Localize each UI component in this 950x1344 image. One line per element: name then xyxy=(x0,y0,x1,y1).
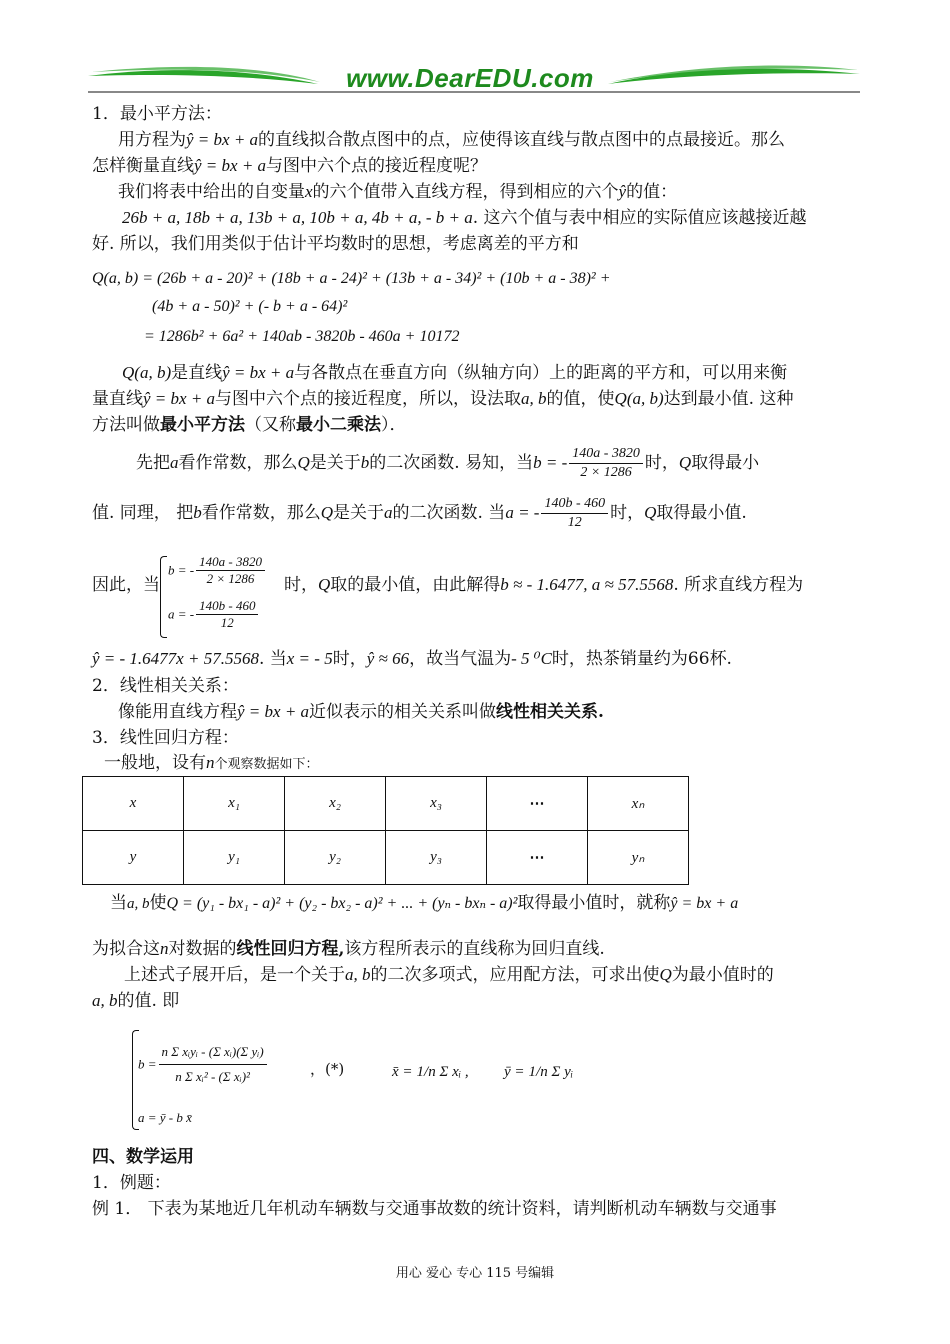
table-cell: y xyxy=(83,831,184,885)
sec1-para-2: 怎样衡量直线ŷ = bx + a与图中六个点的接近程度呢？ xyxy=(92,156,488,176)
sec1-para-4: 26b + a, 18b + a, 13b + a, 10b + a, 4b + a, - b + a. 这六个值与表中相应的实际值应该越接近越 xyxy=(122,208,807,228)
sec2-para-1: 像能用直线方程ŷ = bx + a近似表示的相关关系叫做线性相关关系. xyxy=(118,702,604,722)
table-cell: x₂ xyxy=(285,777,386,831)
sec1-para-11-rest: 时，Q取的最小值，由此解得b ≈ - 1.6477, a ≈ 57.5568. 所求直线方程为 xyxy=(284,575,804,595)
table-cell: y₁ xyxy=(184,831,285,885)
formula-ybar: ȳ = 1/n Σ yᵢ xyxy=(504,1064,574,1080)
table-cell: x xyxy=(83,777,184,831)
fraction-a: $\frac{140b - 460}{12}$ xyxy=(541,495,608,532)
table-row xyxy=(83,831,689,885)
system-eq-a: a = - $\frac{140b - 460}{12}$ xyxy=(168,598,260,631)
sec1-para-11-lead: 因此，当 xyxy=(92,575,160,595)
page-footer: 用心 爱心 专心 115 号编辑 xyxy=(395,1266,555,1281)
formula-star: ，(*) xyxy=(310,1060,345,1078)
sec4-title: 四、数学运用 xyxy=(92,1147,194,1167)
sec4-example-1: 例 1． 下表为某地近几年机动车辆数与交通事故数的统计资料，请判断机动车辆数与交通事 xyxy=(92,1199,777,1219)
sec1-para-3: 我们将表中给出的自变量x的六个值带入直线方程，得到相应的六个ŷ的值： xyxy=(118,182,678,202)
q-expansion-line-3: = 1286b² + 6a² + 140ab - 3820b - 460a + 10172 xyxy=(144,328,460,345)
sec3-para-2: 当a, b使Q = (y₁ - bx₁ - a)² + (y₂ - bx₂ - a)² + ... + (yₙ - bxₙ - a)²取得最小值时，就称ŷ = bx + a xyxy=(110,893,739,913)
sec3-para-5: a, b的值. 即 xyxy=(92,991,180,1011)
header-banner xyxy=(88,62,860,96)
table-row xyxy=(83,777,689,831)
sec1-para-1: 用方程为ŷ = bx + a的直线拟合散点图中的点，应使得该直线与散点图中的点最接近。那么 xyxy=(118,130,786,150)
sec1-title: 1．最小平方法： xyxy=(92,104,222,124)
sec1-para-9: 先把a看作常数，那么Q是关于b的二次函数. 易知，当b = - $\frac{140a - 3820}{2 \times 1286}$ 时，Q取得最小 xyxy=(136,446,760,480)
sec1-para-5: 好. 所以，我们用类似于估计平均数时的思想，考虑离差的平方和 xyxy=(92,234,579,254)
system-brace xyxy=(160,556,167,638)
table-cell: yₙ xyxy=(588,831,689,885)
sec3-title: 3．线性回归方程： xyxy=(92,728,239,748)
sec1-para-12: ŷ = - 1.6477x + 57.5568. 当x = - 5时，ŷ ≈ 66，故当气温为- 5 ⁰C时，热茶销量约为66杯. xyxy=(92,649,732,669)
table-cell: y₃ xyxy=(386,831,487,885)
table-cell: ⋯ xyxy=(487,831,588,885)
sec1-para-10: 值. 同理， 把b看作常数，那么Q是关于a的二次函数. 当a = - $\frac{140b - 460}{12}$ 时，Q取得最小值. xyxy=(92,496,747,530)
table-cell: x₁ xyxy=(184,777,285,831)
system-eq-b: b = - $\frac{140a - 3820}{2 \times 1286}$ xyxy=(168,554,267,587)
table-cell: y₂ xyxy=(285,831,386,885)
table-cell: ⋯ xyxy=(487,777,588,831)
formula-a: a = ȳ - b x̄ xyxy=(138,1110,192,1125)
sec1-para-6: Q(a, b)是直线ŷ = bx + a与各散点在垂直方向（纵轴方向）上的距离的平方和，可以用来衡 xyxy=(122,363,788,383)
q-expansion-line-2: (4b + a - 50)² + (- b + a - 64)² xyxy=(152,298,348,315)
sec3-para-4: 上述式子展开后，是一个关于a, b的二次多项式，应用配方法，可求出使Q为最小值时的 xyxy=(124,965,774,985)
table-cell: x₃ xyxy=(386,777,487,831)
observation-table xyxy=(82,776,689,885)
table-cell: xₙ xyxy=(588,777,689,831)
sec3-para-3: 为拟合这n对数据的线性回归方程,该方程所表示的直线称为回归直线. xyxy=(92,939,605,959)
sec1-para-8: 方法叫做最小平方法（又称最小二乘法）． xyxy=(92,415,407,435)
sec3-para-1: 一般地，设有n个观察数据如下： xyxy=(104,753,319,773)
q-expansion-line-1: Q(a, b) = (26b + a - 20)² + (18b + a - 24)² + (13b + a - 34)² + (10b + a - 38)² + xyxy=(92,270,611,287)
sec4-subtitle: 1．例题： xyxy=(92,1173,171,1193)
sec1-para-7: 量直线ŷ = bx + a与图中六个点的接近程度，所以，设法取a, b的值，使Q(a, b)达到最小值. 这种 xyxy=(92,389,794,409)
formula-b: b = $\frac{\text{n Σ xᵢyᵢ - (Σ xᵢ)(Σ yᵢ)}}{\text{n Σ xᵢ² - (Σ xᵢ)²}}$ xyxy=(138,1040,269,1089)
site-logo: www.DearEDU.com xyxy=(346,63,594,93)
fraction-b: $\frac{140a - 3820}{2 \times 1286}$ xyxy=(569,445,643,482)
formula-xbar: x̄ = 1/n Σ xᵢ , xyxy=(392,1064,469,1080)
sec2-title: 2．线性相关关系： xyxy=(92,676,239,696)
